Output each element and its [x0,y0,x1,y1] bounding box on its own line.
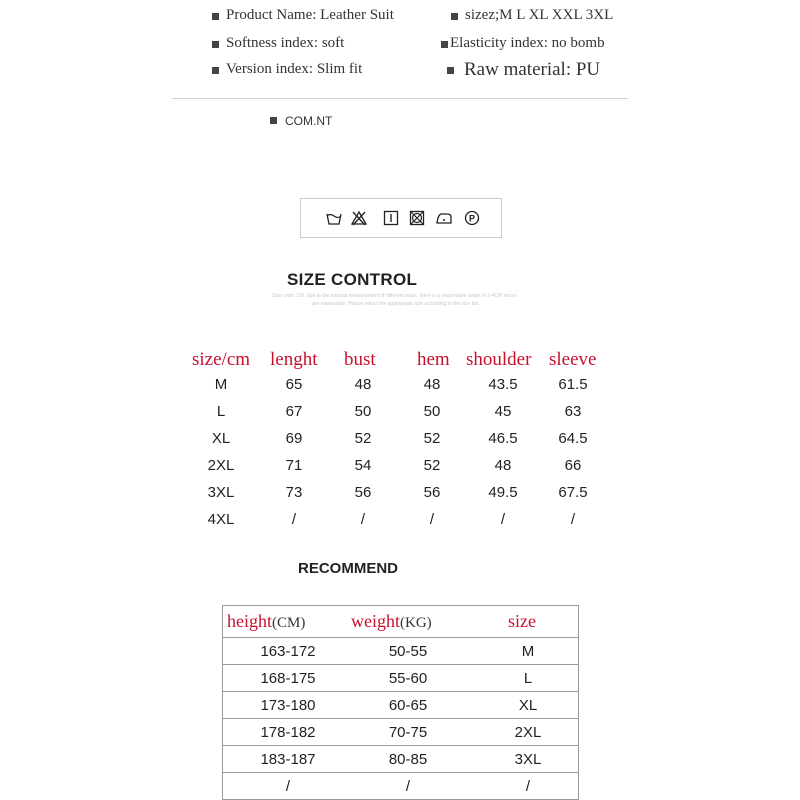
recommend-cell: / [525,778,531,795]
recommend-cell: 50-55 [388,643,428,660]
size-cell: 73 [285,484,303,501]
table-row [223,691,578,719]
size-cell: M [214,376,228,393]
table-row [223,718,578,746]
size-cell: 3XL [207,484,235,501]
recommend-cell: 173-180 [260,697,316,714]
divider [172,98,628,99]
size-cell: / [429,511,435,528]
size-cell: 52 [423,430,441,447]
no-bleach-icon [351,210,367,226]
table-row [223,772,578,800]
size-cell: 65 [285,376,303,393]
size-cell: L [216,403,226,420]
bullet-icon [447,67,454,74]
recommend-header: height(CM) [227,611,306,631]
tumble-dry-icon [383,210,399,226]
spec-raw-material: Raw material: PU [464,59,601,80]
size-cell: / [500,511,506,528]
dry-clean-icon [409,210,425,226]
size-cell: 48 [354,376,372,393]
size-cell: 69 [285,430,303,447]
size-header: sleeve [549,349,597,370]
size-cell: 67 [285,403,303,420]
size-cell: 56 [354,484,372,501]
size-header: bust [344,349,376,370]
brand-label: COM.NT [285,114,333,128]
recommend-cell: 163-172 [260,643,316,660]
spec-softness: Softness index: soft [226,35,345,51]
size-cell: 49.5 [488,484,518,501]
recommend-cell: 80-85 [388,751,428,768]
size-cell: 71 [285,457,303,474]
recommend-cell: L [523,670,533,687]
size-cell: 48 [494,457,512,474]
size-cell: 52 [354,430,372,447]
table-row [223,745,578,773]
size-cell: 48 [423,376,441,393]
table-row [223,637,578,665]
iron-icon [436,210,452,226]
bullet-icon [212,13,219,20]
wash-icon [326,210,342,226]
size-control-title: SIZE CONTROL [287,270,418,289]
spec-version: Version index: Slim fit [226,61,363,77]
bullet-icon [212,41,219,48]
size-cell: 4XL [207,511,235,528]
size-cell: 64.5 [558,430,588,447]
recommend-cell: 70-75 [388,724,428,741]
size-cell: 52 [423,457,441,474]
size-control-note: Size units: CM, due to the manual measurement of different ways, there is a reasonable range of 2-4CM errors [272,293,517,299]
bullet-icon [441,41,448,48]
bullet-icon [270,117,277,124]
size-cell: 63 [564,403,582,420]
size-cell: 46.5 [488,430,518,447]
recommend-cell: 55-60 [388,670,428,687]
recommend-table [222,605,579,800]
recommend-cell: XL [518,697,538,714]
recommend-cell: 60-65 [388,697,428,714]
size-cell: / [291,511,297,528]
size-header: hem [417,349,450,370]
recommend-cell: M [521,643,535,660]
size-header: lenght [270,349,318,370]
size-cell: 50 [423,403,441,420]
size-cell: 67.5 [558,484,588,501]
recommend-cell: 2XL [514,724,542,741]
recommend-cell: 168-175 [260,670,316,687]
size-cell: 61.5 [558,376,588,393]
bullet-icon [212,67,219,74]
recommend-cell: 3XL [514,751,542,768]
recommend-title: RECOMMEND [298,560,398,577]
spec-product-name: Product Name: Leather Suit [226,7,394,23]
size-cell: XL [211,430,231,447]
recommend-cell: / [285,778,291,795]
spec-sizes: sizez;M L XL XXL 3XL [465,7,614,23]
recommend-header: weight(KG) [351,611,432,631]
care-instructions [300,198,502,238]
size-cell: 56 [423,484,441,501]
spec-elasticity: Elasticity index: no bomb [450,35,605,51]
svg-text:P: P [468,213,476,224]
size-cell: / [570,511,576,528]
recommend-cell: 183-187 [260,751,316,768]
recommend-cell: 178-182 [260,724,316,741]
size-control-note: are reasonable. Please select the appropriate size according to the size list. [312,301,480,307]
size-cell: 45 [494,403,512,420]
size-header: size/cm [192,349,251,370]
table-row [223,664,578,692]
size-cell: 43.5 [488,376,518,393]
size-cell: 2XL [207,457,235,474]
bullet-icon [451,13,458,20]
size-cell: / [360,511,366,528]
professional-clean-icon [464,210,480,226]
recommend-cell: / [405,778,411,795]
size-header: shoulder [466,349,532,370]
size-cell: 66 [564,457,582,474]
size-cell: 54 [354,457,372,474]
size-cell: 50 [354,403,372,420]
recommend-header: size [508,611,536,631]
